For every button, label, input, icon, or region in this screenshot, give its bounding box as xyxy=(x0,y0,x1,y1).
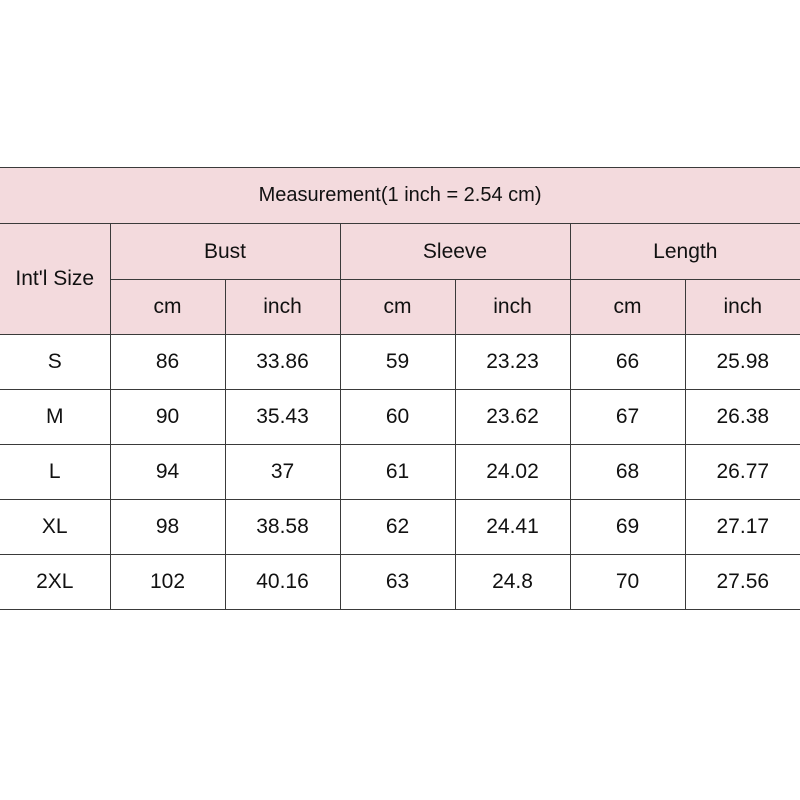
table-cell: 90 xyxy=(110,390,225,445)
unit-header-row xyxy=(0,280,800,335)
size-cell: S xyxy=(0,335,110,390)
table-cell: 37 xyxy=(225,445,340,500)
table-cell: 24.41 xyxy=(455,500,570,555)
table-cell: 23.23 xyxy=(455,335,570,390)
table-row xyxy=(0,500,800,555)
table-cell: 60 xyxy=(340,390,455,445)
unit-header: cm xyxy=(340,280,455,335)
table-cell: 94 xyxy=(110,445,225,500)
table-cell: 70 xyxy=(570,555,685,610)
table-cell: 67 xyxy=(570,390,685,445)
table-cell: 26.38 xyxy=(685,390,800,445)
size-column-header: Int'l Size xyxy=(0,224,110,335)
table-cell: 35.43 xyxy=(225,390,340,445)
table-cell: 26.77 xyxy=(685,445,800,500)
table-cell: 24.02 xyxy=(455,445,570,500)
table-cell: 33.86 xyxy=(225,335,340,390)
table-cell: 38.58 xyxy=(225,500,340,555)
table-cell: 23.62 xyxy=(455,390,570,445)
table-cell: 102 xyxy=(110,555,225,610)
table-row xyxy=(0,555,800,610)
size-chart xyxy=(0,167,800,610)
table-title: Measurement(1 inch = 2.54 cm) xyxy=(0,168,800,224)
table-cell: 68 xyxy=(570,445,685,500)
table-row xyxy=(0,390,800,445)
table-cell: 98 xyxy=(110,500,225,555)
table-cell: 63 xyxy=(340,555,455,610)
table-row xyxy=(0,335,800,390)
table-cell: 27.56 xyxy=(685,555,800,610)
size-cell: L xyxy=(0,445,110,500)
table-cell: 61 xyxy=(340,445,455,500)
size-cell: M xyxy=(0,390,110,445)
table-cell: 27.17 xyxy=(685,500,800,555)
table-cell: 24.8 xyxy=(455,555,570,610)
group-header-row xyxy=(0,224,800,280)
table-cell: 66 xyxy=(570,335,685,390)
unit-header: cm xyxy=(110,280,225,335)
size-cell: 2XL xyxy=(0,555,110,610)
table-cell: 25.98 xyxy=(685,335,800,390)
unit-header: inch xyxy=(225,280,340,335)
group-header-length: Length xyxy=(570,224,800,280)
title-row xyxy=(0,168,800,224)
size-cell: XL xyxy=(0,500,110,555)
unit-header: inch xyxy=(455,280,570,335)
table-cell: 59 xyxy=(340,335,455,390)
table-cell: 62 xyxy=(340,500,455,555)
unit-header: inch xyxy=(685,280,800,335)
table-row xyxy=(0,445,800,500)
table-cell: 86 xyxy=(110,335,225,390)
table-cell: 40.16 xyxy=(225,555,340,610)
size-table xyxy=(0,167,800,610)
group-header-sleeve: Sleeve xyxy=(340,224,570,280)
group-header-bust: Bust xyxy=(110,224,340,280)
table-cell: 69 xyxy=(570,500,685,555)
unit-header: cm xyxy=(570,280,685,335)
